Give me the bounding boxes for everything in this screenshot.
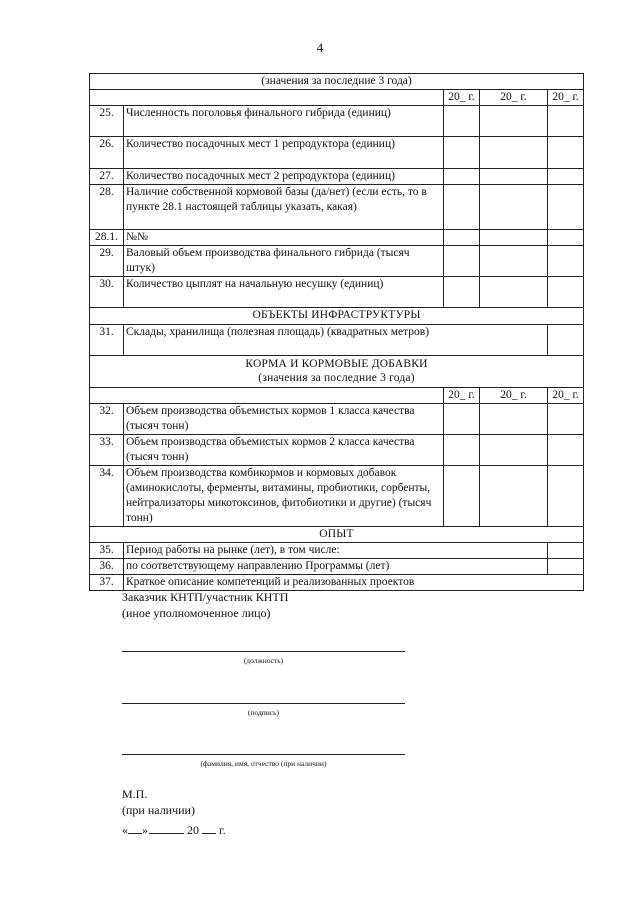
row-number: 27.	[90, 169, 124, 185]
value-cell[interactable]	[444, 169, 480, 185]
row-label: Объем производства объемистых кормов 1 класса качества (тысяч тонн)	[124, 404, 444, 435]
table-row	[90, 277, 584, 308]
value-cell[interactable]	[548, 185, 584, 230]
value-cell[interactable]	[548, 277, 584, 308]
row-label: Краткое описание компетенций и реализованных проектов	[124, 575, 584, 591]
table-row	[90, 575, 584, 591]
section-header-row	[90, 527, 584, 543]
value-cell[interactable]	[548, 543, 584, 559]
table-row	[90, 106, 584, 137]
section-title-experience: ОПЫТ	[90, 527, 584, 543]
row-number: 29.	[90, 246, 124, 277]
value-cell[interactable]	[548, 466, 584, 527]
section-title-feed	[90, 356, 584, 388]
date-day-blank[interactable]	[128, 822, 142, 834]
year-header-row	[90, 388, 584, 404]
value-cell[interactable]	[548, 169, 584, 185]
value-cell[interactable]	[480, 246, 548, 277]
value-cell[interactable]	[480, 435, 548, 466]
signer-role: Заказчик КНТП/участник КНТП	[122, 590, 289, 604]
value-cell[interactable]	[444, 466, 480, 527]
signature-caption: (подпись)	[247, 708, 280, 717]
row-number: 33.	[90, 435, 124, 466]
value-cell[interactable]	[548, 559, 584, 575]
stamp-label: М.П.	[122, 787, 148, 801]
table-row	[90, 185, 584, 230]
row-label: Наличие собственной кормовой базы (да/нет) (если есть, то в пункте 28.1 настоящей таблицы указать, какая)	[124, 185, 444, 230]
year-col-3: 20_ г.	[548, 388, 584, 404]
value-cell[interactable]	[480, 185, 548, 230]
value-cell[interactable]	[444, 435, 480, 466]
date-field	[122, 822, 226, 838]
value-cell[interactable]	[548, 404, 584, 435]
section-header-row	[90, 356, 584, 388]
period-caption-feed: (значения за последние 3 года)	[258, 372, 415, 384]
value-cell[interactable]	[444, 230, 480, 246]
table-row	[90, 137, 584, 169]
table-row	[90, 246, 584, 277]
table-row	[90, 325, 584, 356]
full-name-line[interactable]	[122, 754, 405, 755]
row-number: 28.	[90, 185, 124, 230]
row-number: 37.	[90, 575, 124, 591]
table-row	[90, 543, 584, 559]
date-year-suffix: г.	[219, 823, 226, 837]
value-cell[interactable]	[444, 246, 480, 277]
value-cell[interactable]	[480, 230, 548, 246]
row-label: Склады, хранилища (полезная площадь) (квадратных метров)	[124, 325, 548, 356]
value-cell[interactable]	[480, 466, 548, 527]
value-cell[interactable]	[548, 137, 584, 169]
value-cell[interactable]	[444, 137, 480, 169]
row-label: Объем производства комбикормов и кормовых добавок (аминокислоты, ферменты, витамины, пробиотики, сорбенты, нейтрализаторы микотоксинов, фитобиотики и другие) (тысяч тонн)	[124, 466, 444, 527]
row-number: 34.	[90, 466, 124, 527]
row-label: Численность поголовья финального гибрида (единиц)	[124, 106, 444, 137]
application-form-table	[89, 73, 584, 591]
year-col-1: 20_ г.	[444, 90, 480, 106]
position-line[interactable]	[122, 651, 405, 652]
value-cell[interactable]	[480, 404, 548, 435]
year-col-2: 20_ г.	[480, 388, 548, 404]
table-row	[90, 466, 584, 527]
row-label: Количество посадочных мест 2 репродуктора (единиц)	[124, 169, 444, 185]
value-cell[interactable]	[548, 246, 584, 277]
date-quote-close: »	[142, 823, 148, 837]
row-number: 32.	[90, 404, 124, 435]
date-year-prefix: 20	[187, 823, 199, 837]
table-row	[90, 435, 584, 466]
full-name-caption: (фамилия, имя, отчество (при наличии)	[200, 759, 327, 768]
period-caption-row	[90, 74, 584, 90]
section-header-row	[90, 308, 584, 325]
value-cell[interactable]	[480, 137, 548, 169]
value-cell[interactable]	[548, 435, 584, 466]
signature-line[interactable]	[122, 703, 405, 704]
value-cell[interactable]	[480, 169, 548, 185]
row-label: Объем производства объемистых кормов 2 класса качества (тысяч тонн)	[124, 435, 444, 466]
date-year-blank[interactable]	[202, 822, 216, 834]
row-number: 28.1.	[90, 230, 124, 246]
year-header-row	[90, 90, 584, 106]
value-cell[interactable]	[444, 404, 480, 435]
value-cell[interactable]	[444, 106, 480, 137]
row-number: 26.	[90, 137, 124, 169]
year-col-3: 20_ г.	[548, 90, 584, 106]
table-row	[90, 404, 584, 435]
year-col-1: 20_ г.	[444, 388, 480, 404]
value-cell[interactable]	[444, 277, 480, 308]
table-row	[90, 559, 584, 575]
section-title-infrastructure: ОБЪЕКТЫ ИНФРАСТРУКТУРЫ	[90, 308, 584, 325]
period-caption: (значения за последние 3 года)	[90, 74, 584, 90]
row-label: №№	[124, 230, 444, 246]
value-cell[interactable]	[548, 325, 584, 356]
year-col-2: 20_ г.	[480, 90, 548, 106]
date-month-blank[interactable]	[149, 822, 184, 834]
value-cell[interactable]	[548, 230, 584, 246]
section-title-feed-text: КОРМА И КОРМОВЫЕ ДОБАВКИ	[245, 358, 428, 370]
table-row	[90, 230, 584, 246]
row-label: Количество цыплят на начальную несушку (единиц)	[124, 277, 444, 308]
date-quote-open: «	[122, 823, 128, 837]
row-number: 36.	[90, 559, 124, 575]
row-number: 30.	[90, 277, 124, 308]
row-number: 35.	[90, 543, 124, 559]
page-number: 4	[316, 40, 324, 55]
value-cell[interactable]	[480, 277, 548, 308]
row-label: Валовый объем производства финального гибрида (тысяч штук)	[124, 246, 444, 277]
row-number: 31.	[90, 325, 124, 356]
table-row	[90, 169, 584, 185]
row-label: Период работы на рынке (лет), в том числе:	[124, 543, 548, 559]
row-label: по соответствующему направлению Программы (лет)	[124, 559, 548, 575]
value-cell[interactable]	[480, 106, 548, 137]
row-label: Количество посадочных мест 1 репродуктора (единиц)	[124, 137, 444, 169]
row-number: 25.	[90, 106, 124, 137]
signer-role-note: (иное уполномоченное лицо)	[122, 606, 271, 620]
position-caption: (должность)	[243, 656, 284, 665]
value-cell[interactable]	[444, 185, 480, 230]
value-cell[interactable]	[548, 106, 584, 137]
stamp-note: (при наличии)	[122, 803, 195, 817]
